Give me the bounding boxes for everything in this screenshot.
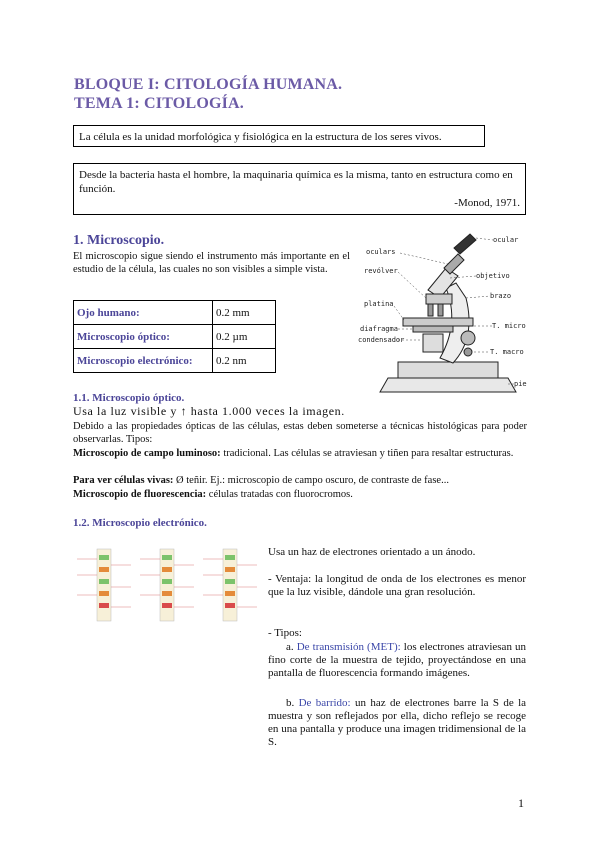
label-platina: platina: [364, 300, 394, 308]
item-celulas-vivas-text: Ø teñir. Ej.: microscopio de campo oscuro, de contraste de fase...: [176, 475, 449, 486]
title-tema: TEMA 1: CITOLOGÍA.: [74, 95, 244, 112]
section-1-1-line1: Usa la luz visible y ↑ hasta 1.000 veces la imagen.: [73, 404, 345, 418]
table-cell-value: 0.2 µm: [213, 325, 276, 349]
table-cell-value: 0.2 mm: [213, 301, 276, 325]
label-oculars: oculars: [366, 248, 396, 256]
item-fluorescencia-text: células tratadas con fluorocromos.: [208, 489, 353, 500]
item-campo-luminoso: [73, 447, 527, 460]
electron-microscope-diagrams: [75, 545, 261, 627]
item-fluorescencia: [73, 488, 527, 501]
item-celulas-vivas-label: Para ver células vivas:: [73, 475, 174, 486]
em-type-barrido: [268, 697, 526, 749]
label-tmicro: T. micro: [492, 322, 526, 330]
section-1-2-title: 1.2. Microscopio electrónico.: [73, 517, 207, 529]
quote-text: Desde la bacteria hasta el hombre, la maquinaria química es la misma, tanto en estructura como en función.: [79, 169, 513, 195]
em-paragraph-1: Usa un haz de electrones orientado a un ánodo.: [268, 546, 476, 558]
em-type-barrido-marker: b.: [286, 697, 295, 709]
label-diafragma: diafragma: [360, 325, 398, 333]
label-objetivo: objetivo: [476, 272, 510, 280]
em-type-met-label: De transmisión (MET):: [296, 641, 401, 653]
label-revolver: revólver: [364, 267, 398, 275]
em-diagram-3: [203, 549, 257, 621]
table-cell-label: Ojo humano:: [74, 301, 213, 325]
table-row: [74, 349, 276, 373]
item-campo-luminoso-label: Microscopio de campo luminoso:: [73, 448, 221, 459]
em-diagram-1: [77, 549, 131, 621]
section-1-title: 1. Microscopio.: [73, 233, 165, 248]
definition-box: [73, 125, 485, 147]
label-pie: pie: [514, 380, 527, 388]
table-cell-value: 0.2 nm: [213, 349, 276, 373]
page-number: 1: [518, 796, 524, 810]
em-type-met-marker: a.: [286, 641, 294, 653]
em-type-barrido-text: un haz de electrones barre la S de la muestra y son reflejados por ella, dicho reflejo se recoge en una pantalla y produce una imagen tridimensional de la S.: [268, 697, 527, 748]
table-row: [74, 325, 276, 349]
em-type-met-text: los electrones atraviesan un fino corte de la muestra de tejido, proyectándose en una pantalla de fluorescencia formando imágenes.: [268, 641, 527, 679]
label-ocular: ocular: [493, 236, 519, 244]
section-1-1-line2: Debido a las propiedades ópticas de las células, estas deben someterse a técnicas histológicas para poder observarlas. Tipos:: [73, 421, 527, 445]
label-brazo: brazo: [490, 292, 512, 300]
item-celulas-vivas: [73, 474, 527, 487]
definition-text: La célula es la unidad morfológica y fisiológica en la estructura de los seres vivos.: [79, 131, 442, 143]
section-1-intro: El microscopio sigue siendo el instrumento más importante en el estudio de la célula, las cuales no son visibles a simple vista.: [73, 251, 350, 275]
microscope-diagram: [358, 228, 530, 398]
title-bloque: BLOQUE I: CITOLOGÍA HUMANA.: [74, 76, 343, 93]
em-type-met: [268, 641, 526, 680]
table-row: [74, 301, 276, 325]
em-tipos-heading: - Tipos:: [268, 627, 302, 639]
resolution-table: [73, 300, 276, 373]
em-paragraph-ventaja: - Ventaja: la longitud de onda de los electrones es menor que la luz visible, dándole una gran resolución.: [268, 573, 526, 598]
item-campo-luminoso-text: tradicional. Las células se atraviesan y tiñen para resaltar estructuras.: [223, 448, 514, 459]
table-cell-label: Microscopio óptico:: [74, 325, 213, 349]
em-type-barrido-label: De barrido:: [298, 697, 351, 709]
em-diagram-2: [140, 549, 194, 621]
table-cell-label: Microscopio electrónico:: [74, 349, 213, 373]
section-1-1-title: 1.1. Microscopio óptico.: [73, 392, 185, 404]
quote-box: [73, 163, 526, 215]
item-fluorescencia-label: Microscopio de fluorescencia:: [73, 489, 207, 500]
label-condensador: condensador: [358, 336, 405, 344]
quote-citation: -Monod, 1971.: [454, 197, 520, 209]
label-tornillo: T. macro: [490, 348, 524, 356]
